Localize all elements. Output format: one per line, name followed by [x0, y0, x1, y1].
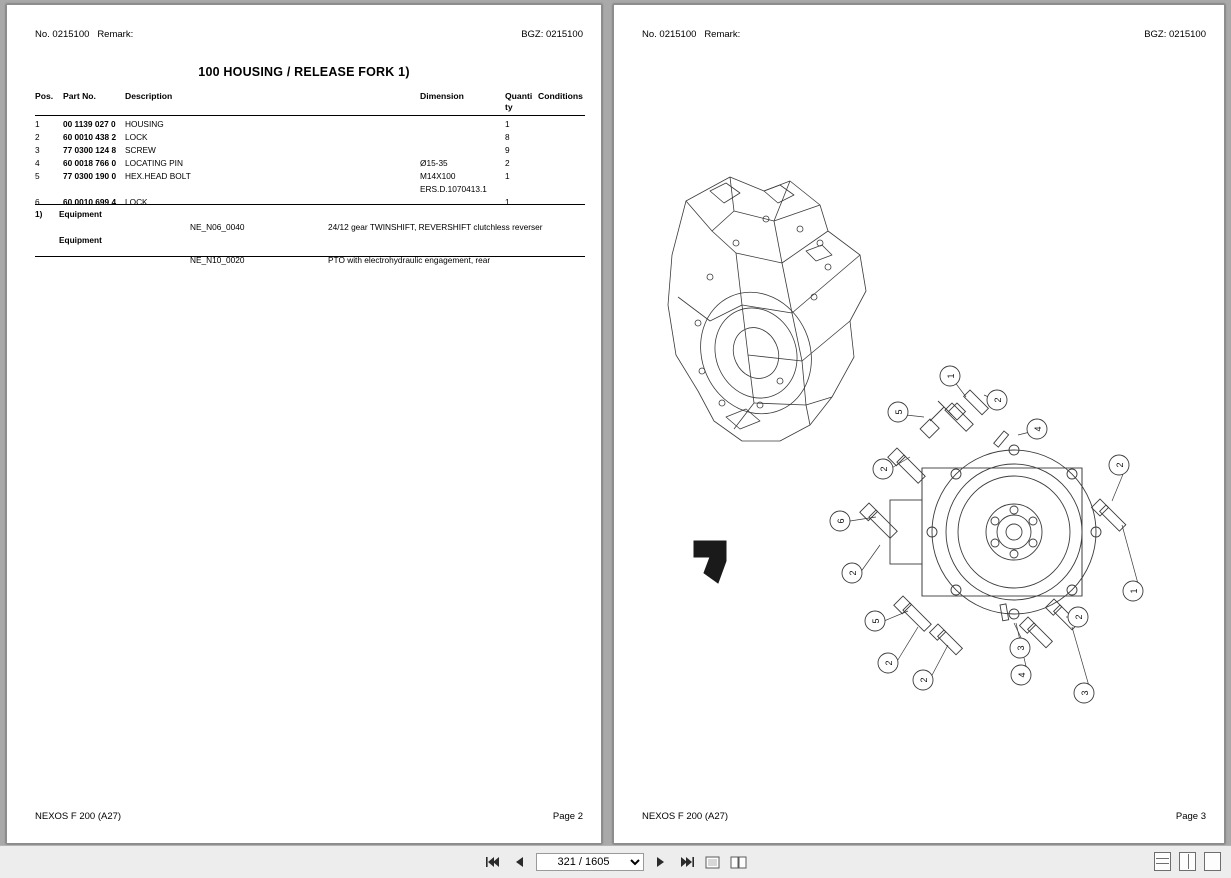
cell-part-no: 60 0018 766 0 [63, 158, 117, 168]
page-footer-right [614, 811, 1224, 825]
cell-part-no: 77 0300 124 8 [63, 145, 117, 155]
direction-arrow-icon [694, 541, 726, 583]
svg-text:1: 1 [1129, 588, 1139, 594]
table-header-row [35, 89, 585, 104]
cell-pos: 2 [35, 132, 40, 142]
facing-pages-icon [730, 856, 747, 869]
svg-text:2: 2 [848, 570, 858, 576]
cell-description: LOCK [125, 197, 148, 207]
view-mode-single-column-button[interactable] [1154, 852, 1171, 871]
cell-dimension-second: ERS.D.1070413.1 [420, 184, 487, 194]
document-page-left[interactable] [6, 4, 602, 844]
view-mode-thumbnail-button[interactable] [1204, 852, 1221, 871]
table-row [35, 131, 585, 144]
last-page-icon [680, 856, 694, 868]
parts-table [35, 89, 585, 209]
th-quantity: Quanti [505, 91, 533, 101]
cell-pos: 5 [35, 171, 40, 181]
svg-text:4: 4 [1033, 426, 1043, 432]
cell-part-no: 60 0010 438 2 [63, 132, 117, 142]
page-navigation-group [484, 853, 748, 871]
cell-pos: 1 [35, 119, 40, 129]
chevron-left-icon [514, 856, 524, 868]
svg-text:4: 4 [1017, 672, 1027, 678]
page-header-bgz: BGZ: 0215100 [521, 29, 583, 40]
svg-text:2: 2 [919, 677, 929, 683]
chevron-right-icon [656, 856, 666, 868]
footnote-label: Equipment [59, 209, 102, 219]
page-number-select[interactable] [536, 853, 644, 871]
th-quantity-cont: ty [505, 102, 513, 112]
svg-text:2: 2 [884, 660, 894, 666]
cell-description: LOCK [125, 132, 148, 142]
svg-text:2: 2 [1074, 614, 1084, 620]
footnote-code: NE_N06_0040 [190, 222, 245, 232]
svg-text:2: 2 [993, 397, 1003, 403]
page-header-bgz: BGZ: 0215100 [1144, 29, 1206, 40]
next-page-button[interactable] [652, 853, 670, 871]
svg-text:6: 6 [836, 518, 846, 524]
footnote-code: NE_N10_0020 [190, 255, 245, 265]
table-divider-1 [35, 204, 585, 205]
first-page-button[interactable] [484, 853, 502, 871]
cell-description: HEX.HEAD BOLT [125, 171, 191, 181]
housing-release-fork-exploded-diagram [614, 5, 1225, 844]
cell-quantity: 1 [505, 197, 510, 207]
cell-part-no: 77 0300 190 0 [63, 171, 117, 181]
page-header-number: No. 0215100 Remark: [35, 29, 134, 40]
table-row-continuation [35, 183, 585, 196]
svg-text:2: 2 [879, 466, 889, 472]
cell-description: HOUSING [125, 119, 164, 129]
th-dimension: Dimension [420, 91, 464, 101]
cell-pos: 4 [35, 158, 40, 168]
footnote-row [35, 234, 585, 247]
cell-part-no: 00 1139 027 0 [63, 119, 116, 129]
svg-text:3: 3 [1016, 645, 1026, 651]
footnote-number: 1) [35, 209, 43, 219]
page-header-number: No. 0215100 Remark: [642, 29, 741, 40]
th-pos: Pos. [35, 91, 54, 101]
cell-quantity: 8 [505, 132, 510, 142]
table-row [35, 118, 585, 131]
svg-text:5: 5 [871, 618, 881, 624]
footer-model: NEXOS F 200 (A27) [642, 811, 729, 822]
view-mode-two-column-button[interactable] [1179, 852, 1196, 871]
footer-page-number: Page 2 [552, 811, 583, 822]
footnote-detail-row [35, 247, 585, 267]
view-mode-group [1154, 852, 1221, 871]
svg-text:1: 1 [946, 373, 956, 379]
table-divider-2 [35, 256, 585, 257]
footnotes-block [35, 208, 585, 267]
single-page-icon [705, 856, 720, 869]
th-description: Description [125, 91, 173, 101]
viewer-toolbar [0, 845, 1231, 878]
document-page-right[interactable] [613, 4, 1225, 844]
page-header-left [7, 29, 601, 43]
table-row [35, 157, 585, 170]
svg-text:3: 3 [1080, 690, 1090, 696]
svg-text:2: 2 [1115, 462, 1125, 468]
th-part-no: Part No. [63, 91, 96, 101]
previous-page-button[interactable] [510, 853, 528, 871]
cell-quantity: 1 [505, 119, 510, 129]
page-title: 100 HOUSING / RELEASE FORK 1) [198, 65, 410, 79]
cell-description: LOCATING PIN [125, 158, 183, 168]
footnote-text: 24/12 gear TWINSHIFT, REVERSHIFT clutchless reverser [328, 222, 543, 232]
footnote-text: PTO with electrohydraulic engagement, rear [328, 255, 491, 265]
cell-pos: 3 [35, 145, 40, 155]
table-row [35, 144, 585, 157]
cell-description: SCREW [125, 145, 156, 155]
th-conditions: Conditions [538, 91, 583, 101]
cell-dimension: Ø15-35 [420, 158, 448, 168]
cell-quantity: 1 [505, 171, 510, 181]
facing-page-view-button[interactable] [730, 853, 748, 871]
cell-quantity: 2 [505, 158, 510, 168]
last-page-button[interactable] [678, 853, 696, 871]
first-page-icon [486, 856, 500, 868]
table-header-row-second [35, 104, 585, 116]
cell-pos: 6 [35, 197, 40, 207]
footnote-detail-row [35, 221, 585, 234]
cell-dimension: M14X100 [420, 171, 456, 181]
footer-page-number: Page 3 [1175, 811, 1206, 822]
footnote-label: Equipment [59, 235, 102, 245]
cell-part-no: 60 0010 699 4 [63, 197, 117, 207]
single-page-view-button[interactable] [704, 853, 722, 871]
table-row [35, 170, 585, 183]
footnote-row [35, 208, 585, 221]
svg-text:5: 5 [894, 409, 904, 415]
cell-quantity: 9 [505, 145, 510, 155]
page-footer-left [7, 811, 601, 825]
footer-model: NEXOS F 200 (A27) [35, 811, 122, 822]
